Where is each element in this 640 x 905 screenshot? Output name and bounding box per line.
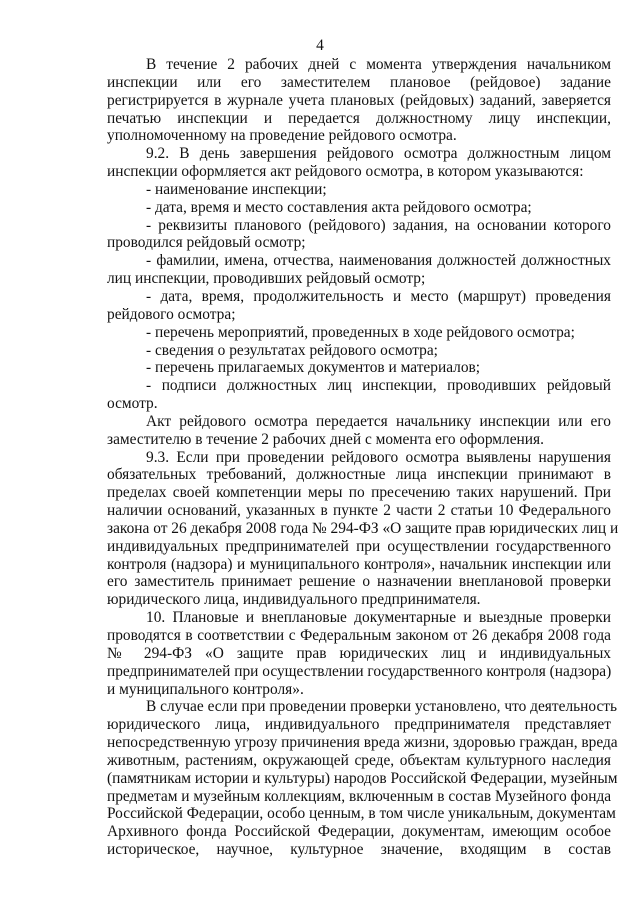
list-item [107,199,611,217]
text-line: - дата, время и место составления акта рейдового осмотра; [146,198,532,216]
text-line: - наименование инспекции; [146,180,327,198]
paragraph [107,413,611,449]
text-line: инспекции оформляется акт рейдового осмотра, в котором указываются: [107,163,584,181]
text-line: обязательных требований, должностные лица инспекции принимают в [107,466,611,484]
list-item [107,288,611,324]
text-line: заместителю в течение 2 рабочих дней с момента его оформления. [107,430,544,448]
text-line: - фамилии, имена, отчества, наименования должностей должностных [146,252,611,270]
paragraph [107,609,611,698]
text-line: Российской Федерации, особо ценным, в том числе уникальным, документам [107,805,616,823]
text-line: закона от 26 декабря 2008 года № 294-ФЗ «О защите прав юридических лиц и [107,519,619,537]
text-line: - дата, время, продолжительность и место (маршрут) проведения [146,287,611,305]
text-line: проводился рейдовый осмотр; [107,234,306,252]
paragraph [107,698,618,859]
text-line: Архивного фонда Российской Федерации, документам, имеющим особое [107,823,611,841]
text-line: 10. Плановые и внеплановые документарные и выездные проверки [146,609,611,627]
text-line: регистрируется в журнале учета плановых (рейдовых) заданий, заверяется [107,91,611,109]
text-line: непосредственную угрозу причинения вреда жизни, здоровью граждан, вреда [107,734,618,752]
text-line: - перечень мероприятий, проведенных в ходе рейдового осмотра; [146,323,575,341]
text-line: уполномоченному на проведение рейдового осмотра. [107,127,457,145]
paragraph [107,145,611,181]
text-line: юридического лица, индивидуального предпринимателя. [107,591,481,609]
paragraph [107,56,611,145]
page-number: 4 [316,37,324,54]
text-line: историческое, научное, культурное значение, входящим в состав [107,841,611,859]
text-line: (памятникам истории и культуры) народов Российской Федерации, музейным [107,769,618,787]
paragraph [107,448,619,610]
text-line: 9.2. В день завершения рейдового осмотра должностным лицом [146,145,611,163]
text-line: пределах своей компетенции меры по пресечению таких нарушений. При [107,484,611,502]
list-item [107,181,611,199]
list-item [107,342,611,360]
text-line: лиц инспекции, проводивших рейдовый осмотр; [107,270,426,288]
text-line: и муниципального контроля». [107,680,304,698]
text-line: инспекции или его заместителем плановое (рейдовое) задание [107,73,611,91]
text-line: индивидуальных предпринимателей при осуществлении государственного [107,537,611,555]
text-line: - перечень прилагаемых документов и материалов; [146,359,481,377]
text-line: - реквизиты планового (рейдового) задания, на основании которого [146,216,611,234]
text-line: печатью инспекции и передается должностному лицу инспекции, [107,109,611,127]
text-line: - подписи должностных лиц инспекции, проводивших рейдовый [146,377,611,395]
list-item [107,217,611,253]
list-item [107,252,611,288]
text-line: 9.3. Если при проведении рейдового осмотра выявлены нарушения [146,448,611,466]
text-line: осмотр. [107,395,158,413]
text-line: рейдового осмотра; [107,305,236,323]
list-item [107,324,611,342]
text-line: предпринимателей при осуществлении государственного контроля (надзора) [107,662,612,680]
text-line: В течение 2 рабочих дней с момента утверждения начальником [146,56,611,73]
text-line: его заместитель принимает решение о назначении внеплановой проверки [107,573,611,591]
list-item [107,359,611,377]
list-item [107,377,611,413]
text-line: животным, растениям, окружающей среде, объектам культурного наследия [107,751,611,769]
text-line: наличии оснований, указанных в пункте 2 части 2 статьи 10 Федерального [107,502,611,520]
text-line: юридического лица, индивидуального предпринимателя представляет [107,716,611,734]
text-line: - сведения о результатах рейдового осмотра; [146,341,438,359]
text-line: № 294-ФЗ «О защите прав юридических лиц и индивидуальных [107,644,611,662]
document-body [107,56,619,859]
text-line: проводятся в соответствии с Федеральным законом от 26 декабря 2008 года [107,627,611,644]
text-line: контроля (надзора) и муниципального контроля», начальник инспекции или [107,555,611,573]
text-line: В случае если при проведении проверки установлено, что деятельность [146,698,618,716]
text-line: предметам и музейным коллекциям, включенным в состав Музейного фонда [107,787,612,805]
text-line: Акт рейдового осмотра передается начальнику инспекции или его [146,412,611,430]
